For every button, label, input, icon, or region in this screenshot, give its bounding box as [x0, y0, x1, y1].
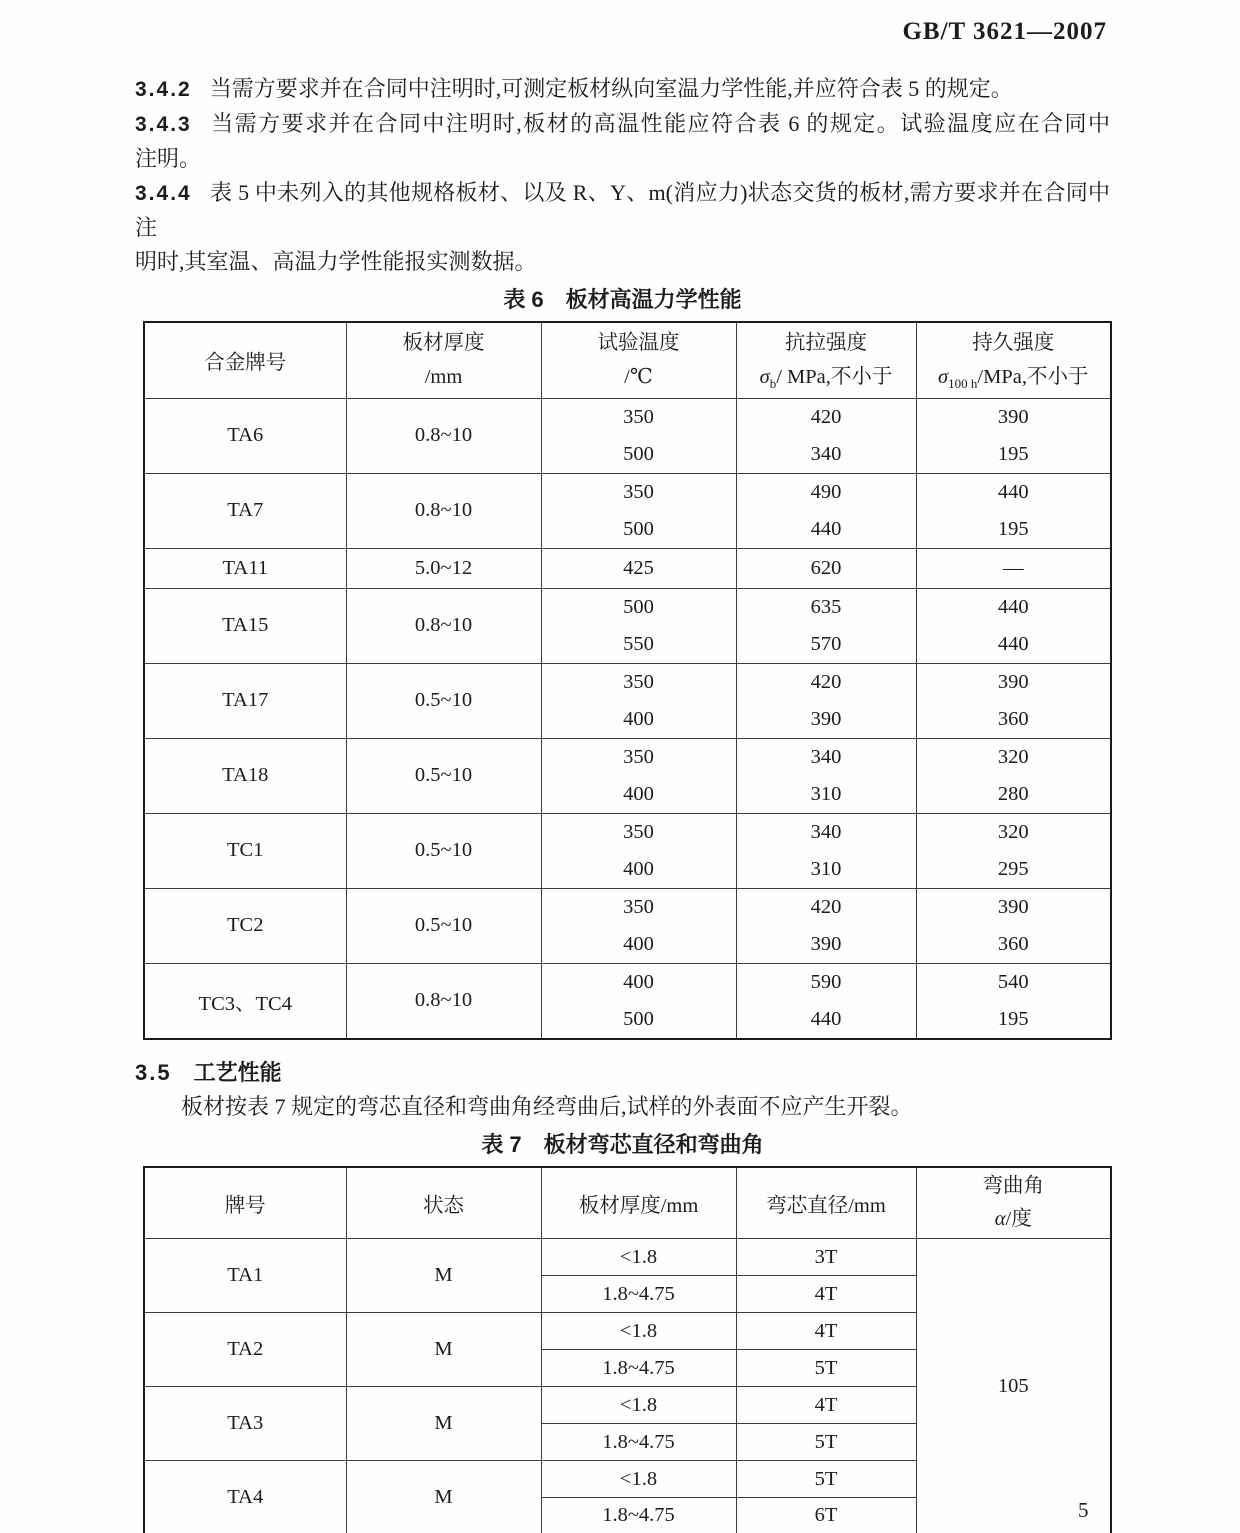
- table-row: [144, 1239, 1111, 1276]
- t6-temp: 350 400: [541, 888, 736, 963]
- t6-temp: 350 500: [541, 398, 736, 473]
- t7-diameter: 4T: [736, 1387, 916, 1424]
- t6-alloy: TA6: [144, 398, 346, 473]
- t6-tensile: 490 440: [736, 473, 916, 548]
- t7-state: M: [346, 1461, 541, 1533]
- table6-title: 表 6 板材高温力学性能: [503, 287, 742, 312]
- t7-state: M: [346, 1387, 541, 1461]
- clause-3-4-4: [135, 176, 1110, 279]
- t7-diameter: 4T: [736, 1276, 916, 1313]
- alpha-symbol: α: [994, 1207, 1006, 1230]
- t6-temp: 350 500: [541, 473, 736, 548]
- t7-diameter: 5T: [736, 1461, 916, 1498]
- t6-tensile: 420 390: [736, 888, 916, 963]
- t6-tensile: 420 340: [736, 398, 916, 473]
- t6-tensile: 420 390: [736, 663, 916, 738]
- page-content: [135, 72, 1110, 1533]
- t6-thickness: 0.8~10: [346, 963, 541, 1039]
- clause-number: 3.4.3: [135, 113, 192, 136]
- table7-header-row: [144, 1167, 1111, 1239]
- t7-thickness: <1.8: [541, 1239, 736, 1276]
- table7: [143, 1166, 1112, 1533]
- t6-header-temperature: 试验温度 /℃: [541, 322, 736, 398]
- t7-thickness: 1.8~4.75: [541, 1498, 736, 1533]
- clause-3-4-3: [135, 107, 1110, 176]
- t7-diameter: 6T: [736, 1498, 916, 1533]
- t6-endurance: 320 280: [916, 738, 1111, 813]
- t6-temp: 500 550: [541, 588, 736, 663]
- t6-thickness: 5.0~12: [346, 548, 541, 588]
- sigma-symbol: σ: [938, 366, 949, 389]
- clause-number: 3.4.4: [135, 182, 192, 205]
- t7-thickness: 1.8~4.75: [541, 1424, 736, 1461]
- t7-grade: TA2: [144, 1313, 346, 1387]
- t7-thickness: 1.8~4.75: [541, 1276, 736, 1313]
- t6-tensile: 590 440: [736, 963, 916, 1039]
- table-row: [144, 963, 1111, 1039]
- t6-temp: 350 400: [541, 813, 736, 888]
- t7-state: M: [346, 1313, 541, 1387]
- t6-endurance: 390 360: [916, 888, 1111, 963]
- page-number: 5: [1078, 1498, 1089, 1522]
- t6-thickness: 0.8~10: [346, 398, 541, 473]
- t6-alloy: TA17: [144, 663, 346, 738]
- clause-text: 当需方要求并在合同中注明时,可测定板材纵向室温力学性能,并应符合表 5 的规定。: [209, 76, 1013, 101]
- t7-header-diameter: 弯芯直径/mm: [736, 1167, 916, 1239]
- t6-thickness: 0.5~10: [346, 888, 541, 963]
- t6-endurance: 440 440: [916, 588, 1111, 663]
- clause-line: [135, 107, 1110, 142]
- t6-alloy: TC1: [144, 813, 346, 888]
- t6-alloy: TA7: [144, 473, 346, 548]
- t6-alloy: TA18: [144, 738, 346, 813]
- t6-alloy: TA11: [144, 548, 346, 588]
- t6-temp: 425: [541, 548, 736, 588]
- t7-diameter: 5T: [736, 1350, 916, 1387]
- table-row: [144, 888, 1111, 963]
- t7-thickness: <1.8: [541, 1313, 736, 1350]
- t7-header-angle: 弯曲角 α/度: [916, 1167, 1111, 1239]
- t6-tensile: 635 570: [736, 588, 916, 663]
- t7-grade: TA3: [144, 1387, 346, 1461]
- sigma-subscript: 100 h: [948, 376, 978, 392]
- t7-grade: TA4: [144, 1461, 346, 1533]
- t6-header-thickness: 板材厚度 /mm: [346, 322, 541, 398]
- t6-temp: 350 400: [541, 738, 736, 813]
- t6-endurance: 320 295: [916, 813, 1111, 888]
- clause-3-4-2: [135, 72, 1110, 107]
- table-row: [144, 663, 1111, 738]
- t6-thickness: 0.8~10: [346, 473, 541, 548]
- clause-number: 3.4.2: [135, 78, 192, 101]
- t7-header-thickness: 板材厚度/mm: [541, 1167, 736, 1239]
- t6-endurance: 390 360: [916, 663, 1111, 738]
- t7-thickness: <1.8: [541, 1387, 736, 1424]
- t6-tensile: 340 310: [736, 738, 916, 813]
- clause-line: 明时,其室温、高温力学性能报实测数据。: [135, 249, 537, 274]
- t6-thickness: 0.5~10: [346, 813, 541, 888]
- t7-diameter: 3T: [736, 1239, 916, 1276]
- t6-alloy: TA15: [144, 588, 346, 663]
- t6-tensile: 620: [736, 548, 916, 588]
- t6-alloy: TC2: [144, 888, 346, 963]
- table-row: [144, 738, 1111, 813]
- t6-tensile: 340 310: [736, 813, 916, 888]
- t6-header-endurance: 持久强度 $\sigma_{100 h}$/MPa,不小于: [916, 322, 1111, 398]
- t7-grade: TA1: [144, 1239, 346, 1313]
- t6-alloy: TC3、TC4: [144, 963, 346, 1039]
- sigma-subscript: b: [769, 376, 777, 392]
- t6-endurance: 540 195: [916, 963, 1111, 1039]
- table-row: [144, 548, 1111, 588]
- t6-temp: 350 400: [541, 663, 736, 738]
- sigma-symbol: σ: [759, 366, 770, 389]
- section-3-5-heading: [135, 1056, 1110, 1090]
- t7-header-state: 状态: [346, 1167, 541, 1239]
- t6-thickness: 0.8~10: [346, 588, 541, 663]
- section-number: 3.5: [135, 1059, 172, 1085]
- t6-thickness: 0.5~10: [346, 663, 541, 738]
- section-title: 工艺性能: [193, 1059, 282, 1085]
- t7-header-grade: 牌号: [144, 1167, 346, 1239]
- table7-title: 表 7 板材弯芯直径和弯曲角: [481, 1131, 764, 1157]
- table-row: [144, 588, 1111, 663]
- table6: [143, 321, 1112, 1040]
- t7-diameter: 4T: [736, 1313, 916, 1350]
- t7-thickness: <1.8: [541, 1461, 736, 1498]
- table-row: [144, 398, 1111, 473]
- clause-line: 注明。: [135, 146, 202, 171]
- t6-endurance: 390 195: [916, 398, 1111, 473]
- t6-header-alloy: 合金牌号: [144, 322, 346, 398]
- table-row: [144, 813, 1111, 888]
- t6-temp: 400 500: [541, 963, 736, 1039]
- t7-diameter: 5T: [736, 1424, 916, 1461]
- t7-thickness: 1.8~4.75: [541, 1350, 736, 1387]
- table-row: [144, 473, 1111, 548]
- t6-header-tensile: 抗拉强度 $\sigma_b/$ MPa,不小于: [736, 322, 916, 398]
- t7-bend-angle: 105: [916, 1239, 1111, 1533]
- clause-text: 当需方要求并在合同中注明时,板材的高温性能应符合表 6 的规定。试验温度应在合同中: [209, 111, 1110, 136]
- t6-endurance: 440 195: [916, 473, 1111, 548]
- clause-text: 表 5 中未列入的其他规格板材、以及 R、Y、m(消应力)状态交货的板材,需方要求并在合同中注: [135, 180, 1110, 240]
- t7-state: M: [346, 1239, 541, 1313]
- t6-endurance: —: [916, 548, 1111, 588]
- section-3-5-body: 板材按表 7 规定的弯芯直径和弯曲角经弯曲后,试样的外表面不应产生开裂。: [181, 1093, 913, 1119]
- clause-line: [135, 176, 1110, 245]
- t6-thickness: 0.5~10: [346, 738, 541, 813]
- standard-number: GB/T 3621—2007: [902, 18, 1107, 45]
- table6-header-row: [144, 322, 1111, 398]
